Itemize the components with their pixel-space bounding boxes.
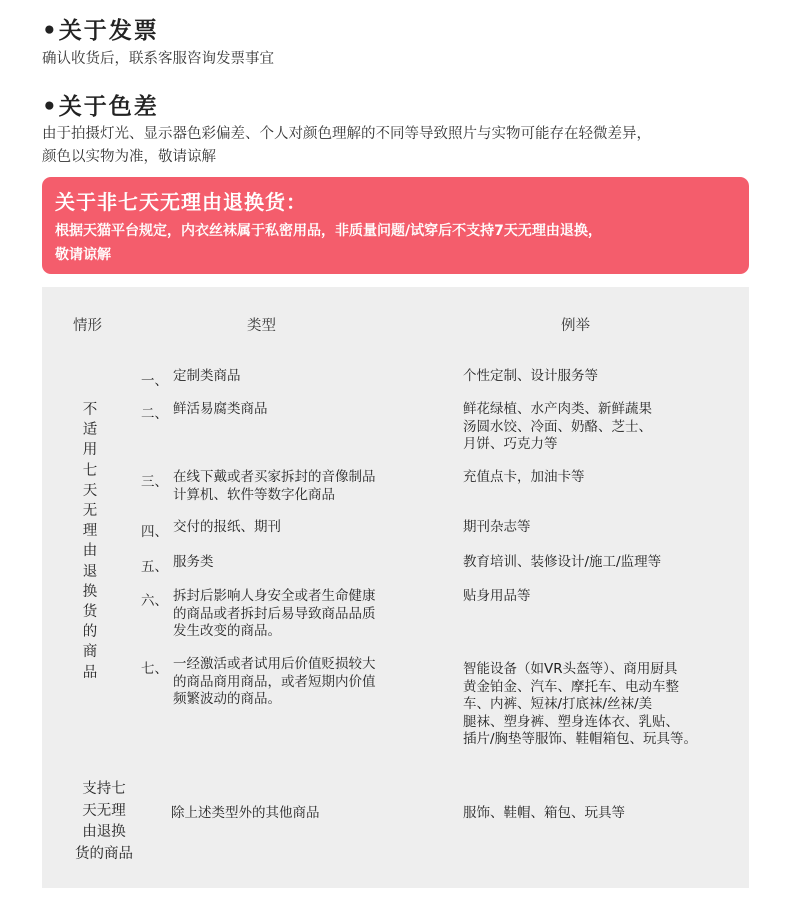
- row-number: 三、: [141, 474, 168, 490]
- row-example: 智能设备（如VR头盔等）、商用厨具 黄金铂金、汽车、摩托车、电动车整 车、内裤、短袜/打底袜/丝袜/美 腿袜、塑身裤、塑身连体衣、乳贴、 插片/胸垫等服饰、鞋帽箱包、玩具等。: [463, 661, 698, 747]
- vertical-label-char: 无: [82, 503, 98, 520]
- returnable-label: 支持七 天无理 由退换 货的商品: [75, 781, 133, 862]
- vertical-label-char: 天: [82, 482, 98, 499]
- banner-line-1: 根据天猫平台规定，内衣丝袜属于私密用品，非质量问题/试穿后不支持7天无理由退换，: [55, 223, 602, 239]
- header-situation: 情形: [73, 318, 102, 334]
- row-type: 一经激活或者试用后价值贬损较大 的商品商用商品，或者短期内价值 频繁波动的商品。: [173, 656, 376, 707]
- row-example: 教育培训、装修设计/施工/监理等: [463, 554, 662, 570]
- row-type: 定制类商品: [173, 368, 241, 384]
- non-returnable-label: [80, 400, 100, 683]
- supported-row-example: 服饰、鞋帽、箱包、玩具等: [463, 805, 625, 821]
- row-example: 鲜花绿植、水产肉类、新鲜蔬果 汤圆水饺、冷面、奶酪、芝士、 月饼、巧克力等: [463, 401, 652, 452]
- header-type: 类型: [247, 318, 276, 334]
- vertical-label-char: 品: [82, 664, 98, 681]
- row-example: 贴身用品等: [463, 588, 531, 604]
- return-policy-table: [42, 287, 749, 888]
- banner-text: [55, 219, 745, 267]
- banner-title: 关于非七天无理由退换货：: [55, 190, 307, 214]
- vertical-label-char: 换: [82, 583, 98, 600]
- vertical-label-char: 七: [82, 462, 98, 479]
- supported-row-type: 除上述类型外的其他商品: [171, 805, 320, 821]
- row-type: 服务类: [173, 554, 214, 570]
- row-number: 四、: [141, 524, 168, 540]
- row-example: 期刊杂志等: [463, 519, 531, 535]
- row-number: 七、: [141, 661, 168, 677]
- row-example: 个性定制、设计服务等: [463, 368, 598, 384]
- vertical-label-char: 不: [82, 402, 98, 418]
- row-example: 充值点卡，加油卡等: [463, 469, 585, 485]
- color-diff-title: •关于色差: [42, 94, 159, 120]
- invoice-title: •关于发票: [42, 18, 159, 44]
- vertical-label-char: 的: [82, 624, 98, 641]
- row-type: 鲜活易腐类商品: [173, 401, 268, 417]
- return-policy-banner: [42, 177, 749, 274]
- row-type: 拆封后影响人身安全或者生命健康 的商品或者拆封后易导致商品品质 发生改变的商品。: [173, 588, 376, 639]
- vertical-label-char: 商: [82, 644, 98, 661]
- color-diff-line-1: 由于拍摄灯光、显示器色彩偏差、个人对颜色理解的不同等导致照片与实物可能存在轻微差异，: [42, 126, 651, 142]
- row-type: 交付的报纸、期刊: [173, 519, 281, 535]
- vertical-label-char: 理: [82, 523, 98, 540]
- vertical-label-char: 适: [82, 422, 98, 439]
- color-diff-line-2: 颜色以实物为准，敬请谅解: [42, 149, 216, 165]
- vertical-label-char: 由: [82, 543, 98, 560]
- header-example: 例举: [561, 318, 590, 334]
- vertical-label-char: 退: [82, 563, 98, 580]
- banner-line-2: 敬请谅解: [55, 247, 111, 263]
- vertical-label-char: 用: [82, 442, 98, 459]
- vertical-label-char: 货: [82, 604, 98, 621]
- row-number: 六、: [141, 593, 168, 609]
- row-number: 一、: [141, 373, 168, 389]
- row-number: 二、: [141, 406, 168, 422]
- invoice-text: 确认收货后，联系客服咨询发票事宜: [42, 51, 274, 67]
- row-type: 在线下戴或者买家拆封的音像制品 计算机、软件等数字化商品: [173, 469, 376, 503]
- row-number: 五、: [141, 559, 168, 575]
